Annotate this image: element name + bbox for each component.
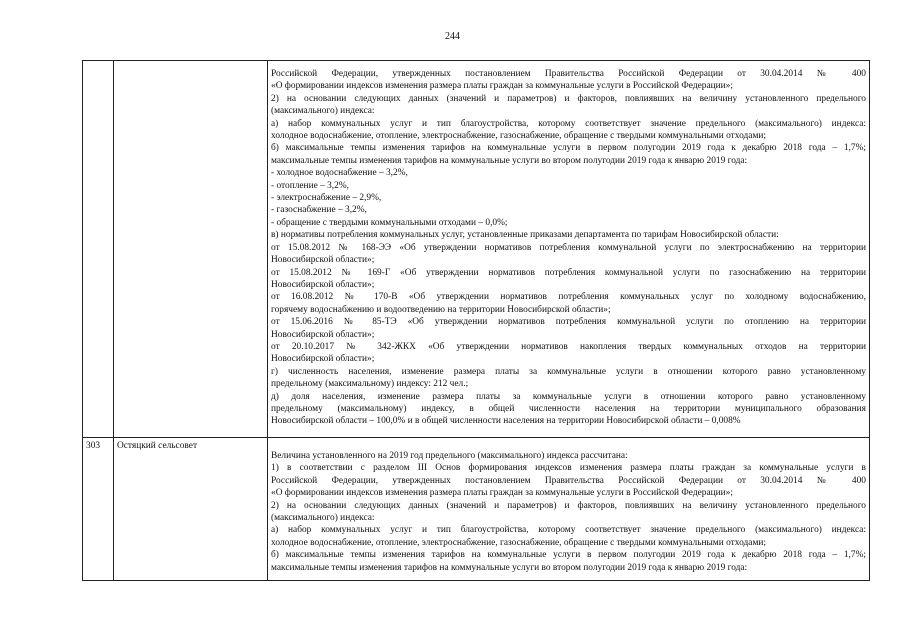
text-line: - холодное водоснабжение – 3,2%, [271,168,408,179]
municipality-name-cell: Остяцкий сельсовет [114,438,268,581]
text-line: г) численность населения, изменение размера платы за коммунальные услуги в отношении которого равно установленному [271,366,866,377]
text-line: - отопление – 3,2%, [271,180,349,191]
table-row [83,438,870,581]
text-line: (максимального) индекса: [271,106,375,117]
text-line: Новосибирской области»; [271,255,375,266]
text-line: максимальные темпы изменения тарифов на коммунальные услуги во втором полугодии 2019 года к январю 2019 года: [271,155,748,166]
text-line: а) набор коммунальных услуг и тип благоустройства, которому соответствует значение предельного (максимального) индекса: [271,118,866,129]
text-line: холодное водоснабжение, отопление, электроснабжение, газоснабжение, обращение с твердыми коммунальными отходами; [271,131,766,142]
municipality-name-cell [114,61,268,438]
text-line: максимальные темпы изменения тарифов на коммунальные услуги во втором полугодии 2019 года к январю 2019 года: [271,562,748,573]
text-line: (максимального) индекса: [271,513,375,524]
text-line: горячему водоснабжению и водоотведению на территории Новосибирской области»; [271,304,611,315]
text-line: Новосибирской области»; [271,279,375,290]
text-line: 2) на основании следующих данных (значений и параметров) и факторов, повлиявших на величину установленного предельного [271,500,866,511]
text-line: предельному (максимальному) индексу, в общей численности населения на территории муниципального образования [271,403,866,414]
row-number-cell: 303 [83,438,114,581]
row-number-cell [83,61,114,438]
text-line: от 20.10.2017 № 342-ЖКХ «Об утверждении нормативов накопления твердых коммунальных отходов на территории [271,341,866,352]
text-line: предельному (максимальному) индексу: 212 чел.; [271,379,469,390]
text-line: б) максимальные темпы изменения тарифов на коммунальные услуги в первом полугодии 2019 года к декабрю 2018 года – 1,7%; [271,550,866,561]
text-line: холодное водоснабжение, отопление, электроснабжение, газоснабжение, обращение с твердыми коммунальными отходами; [271,537,766,548]
text-line: в) нормативы потребления коммунальных услуг, установленные приказами департамента по тарифам Новосибирской области: [271,230,779,241]
text-line: - газоснабжение – 3,2%, [271,205,367,216]
text-line: Новосибирской области – 100,0% и в общей численности населения на территории Новосибирской области – 0,008% [271,416,741,427]
index-table [82,60,870,581]
text-line: 2) на основании следующих данных (значений и параметров) и факторов, повлиявших на величину установленного предельного [271,93,866,104]
table-row [83,61,870,438]
text-line: от 15.08.2012 № 169-Г «Об утверждении нормативов потребления коммунальной услуги по газоснабжению на территории [271,267,866,278]
text-line: а) набор коммунальных услуг и тип благоустройства, которому соответствует значение предельного (максимального) индекса: [271,525,866,536]
text-line: б) максимальные темпы изменения тарифов на коммунальные услуги в первом полугодии 2019 года к декабрю 2018 года – 1,7%; [271,143,866,154]
text-line: «О формировании индексов изменения размера платы граждан за коммунальные услуги в Российской Федерации»; [271,488,733,499]
text-line: 1) в соответствии с разделом III Основ формирования индексов изменения размера платы граждан за коммунальные услуги в [271,463,866,474]
text-line: от 15.08.2012 № 168-ЭЭ «Об утверждении нормативов потребления коммунальной услуги по электроснабжению на территории [271,242,866,253]
text-line: - электроснабжение – 2,9%, [271,193,382,204]
calculation-text-cell [268,438,870,581]
text-line: Новосибирской области»; [271,354,375,365]
text-line: Величина установленного на 2019 год предельного (максимального) индекса рассчитана: [271,451,628,461]
text-line: д) доля населения, изменение размера платы за коммунальные услуги в отношении которого равно установленному [271,391,866,402]
text-line: от 16.08.2012 № 170-В «Об утверждении нормативов потребления коммунальных услуг по холодному водоснабжению, [271,292,866,303]
page-number: 244 [445,31,460,42]
text-line: - обращение с твердыми коммунальными отходами – 0,0%; [271,217,508,228]
text-line: Новосибирской области»; [271,329,375,340]
text-line: Российской Федерации, утвержденных постановлением Правительства Российской Федерации от 30.04.2014 № 400 [271,475,866,486]
text-line: «О формировании индексов изменения размера платы граждан за коммунальные услуги в Российской Федерации»; [271,81,733,92]
calculation-text-cell [268,61,870,438]
text-line: Российской Федерации, утвержденных постановлением Правительства Российской Федерации от 30.04.2014 № 400 [271,69,866,79]
text-line: от 15.06.2016 № 85-ТЭ «Об утверждении нормативов потребления коммунальной услуги по отоплению на территории [271,317,866,328]
